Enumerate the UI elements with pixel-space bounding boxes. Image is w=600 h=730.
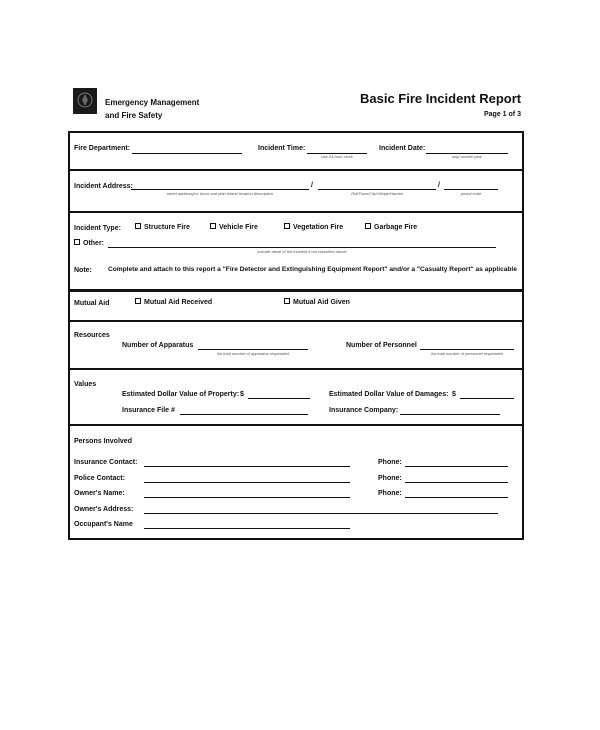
checkbox-icon	[135, 298, 141, 304]
police-contact-label: Police Contact:	[74, 475, 125, 482]
section-incident-address	[68, 169, 524, 213]
insurance-contact-label: Insurance Contact:	[74, 459, 138, 466]
city-field[interactable]	[318, 189, 436, 190]
owners-name-label: Owner's Name:	[74, 490, 125, 497]
checkbox-icon	[284, 223, 290, 229]
other-detail-field[interactable]	[108, 247, 496, 248]
option-structure-fire[interactable]	[135, 224, 190, 231]
address-slash-2: /	[438, 182, 440, 189]
owner-phone-label: Phone:	[378, 490, 402, 497]
note-text: Complete and attach to this report a "Fire Detector and Extinguishing Equipment Report" and/or a "Casualty Report" as applicable	[108, 266, 517, 273]
postal-code-field[interactable]	[444, 189, 498, 190]
page-number: Page 1 of 3	[484, 111, 521, 118]
org-name-line1: Emergency Management	[105, 98, 200, 107]
option-mutual-aid-received[interactable]	[135, 299, 212, 306]
option-label: Structure Fire	[144, 224, 190, 231]
incident-date-label: Incident Date:	[379, 145, 426, 152]
resources-label: Resources	[74, 332, 110, 339]
postal-code-hint: postal code	[460, 191, 482, 196]
owner-phone-field[interactable]	[405, 497, 508, 498]
personnel-label: Number of Personnel	[346, 342, 417, 349]
option-vegetation-fire[interactable]	[284, 224, 343, 231]
insurance-contact-phone-field[interactable]	[405, 466, 508, 467]
incident-date-hint: day/ month/ year	[452, 154, 482, 159]
incident-time-hint: use 24-hour clock	[321, 154, 353, 159]
section-mutual-aid	[68, 290, 524, 322]
property-dollar-sign: $	[240, 391, 244, 398]
occupants-name-label: Occupant's Name	[74, 521, 133, 528]
insurance-company-label: Insurance Company:	[329, 407, 399, 414]
property-value-field[interactable]	[248, 398, 310, 399]
insurance-contact-phone-label: Phone:	[378, 459, 402, 466]
apparatus-hint: list total number of apparatus responded	[217, 351, 289, 356]
option-label: Mutual Aid Received	[144, 299, 213, 306]
personnel-hint: list total number of personnel responded	[431, 351, 503, 356]
checkbox-icon	[365, 223, 371, 229]
insurance-file-label: Insurance File #	[122, 407, 175, 414]
damages-value-label: Estimated Dollar Value of Damages:	[329, 391, 449, 398]
org-logo	[73, 88, 97, 114]
persons-involved-label: Persons Involved	[74, 438, 132, 445]
other-detail-hint: provide detail of fire incident if not classified above	[257, 249, 347, 254]
option-mutual-aid-given[interactable]	[284, 299, 350, 306]
checkbox-icon	[210, 223, 216, 229]
owners-address-label: Owner's Address:	[74, 506, 134, 513]
address-slash-1: /	[311, 182, 313, 189]
incident-type-label: Incident Type:	[74, 225, 121, 232]
page-title: Basic Fire Incident Report	[360, 91, 522, 106]
owners-name-field[interactable]	[144, 497, 350, 498]
apparatus-field[interactable]	[198, 349, 308, 350]
option-other[interactable]	[74, 240, 104, 247]
option-label: Vehicle Fire	[219, 224, 258, 231]
street-address-hint: street address(lot, block and plan #/land location description	[166, 191, 274, 196]
police-contact-field[interactable]	[144, 482, 350, 483]
city-hint: RM/Town/City/Village/Hamlet	[351, 191, 403, 196]
insurance-contact-field[interactable]	[144, 466, 350, 467]
street-address-field[interactable]	[131, 189, 309, 190]
mutual-aid-label: Mutual Aid	[74, 300, 110, 307]
option-label: Garbage Fire	[374, 224, 418, 231]
fire-department-label: Fire Department:	[74, 145, 131, 152]
checkbox-icon	[74, 239, 80, 245]
occupants-name-field[interactable]	[144, 528, 350, 529]
note-label: Note:	[74, 267, 92, 274]
option-garbage-fire[interactable]	[365, 224, 417, 231]
personnel-field[interactable]	[420, 349, 514, 350]
org-name-line2: and Fire Safety	[105, 111, 163, 120]
values-label: Values	[74, 381, 97, 388]
option-label: Vegetation Fire	[293, 224, 344, 231]
police-contact-phone-field[interactable]	[405, 482, 508, 483]
insurance-company-field[interactable]	[400, 414, 500, 415]
owners-address-field[interactable]	[144, 513, 498, 514]
police-contact-phone-label: Phone:	[378, 475, 402, 482]
damages-value-field[interactable]	[460, 398, 514, 399]
option-vehicle-fire[interactable]	[210, 224, 258, 231]
incident-time-label: Incident Time:	[258, 145, 306, 152]
damages-dollar-sign: $	[452, 391, 456, 398]
insurance-file-field[interactable]	[180, 414, 308, 415]
option-label: Mutual Aid Given	[293, 299, 350, 306]
fire-department-field[interactable]	[132, 153, 242, 154]
checkbox-icon	[135, 223, 141, 229]
option-label: Other:	[83, 240, 104, 247]
property-value-label: Estimated Dollar Value of Property:	[122, 391, 240, 398]
incident-address-label: Incident Address:	[74, 183, 133, 190]
checkbox-icon	[284, 298, 290, 304]
apparatus-label: Number of Apparatus	[122, 342, 194, 349]
